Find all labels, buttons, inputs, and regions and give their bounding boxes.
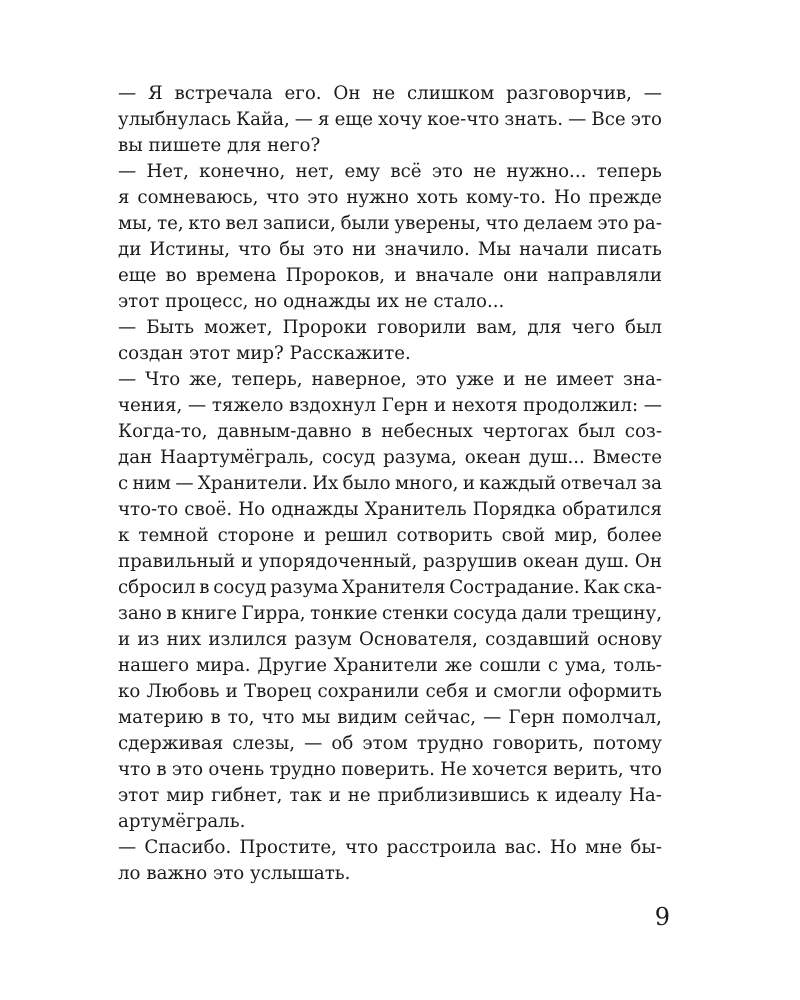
word: этом [362, 733, 408, 754]
word: верить, [553, 759, 624, 780]
text-line [118, 159, 662, 185]
text-line [118, 367, 662, 393]
word: Быть [146, 317, 195, 338]
text-line [118, 835, 662, 861]
word: вначале [415, 265, 494, 286]
word: за [641, 473, 662, 494]
word: с [547, 655, 559, 676]
word: Другие [257, 655, 327, 676]
word: из [137, 629, 160, 650]
word: еще [334, 109, 374, 130]
word: и [225, 681, 238, 702]
word: бы- [630, 837, 662, 858]
word: же, [189, 369, 223, 390]
word: Хранители [333, 655, 439, 676]
word: мир, [554, 525, 598, 546]
word: и [394, 265, 407, 286]
word: говорили [377, 317, 467, 338]
word: начали [519, 239, 589, 260]
word: во [165, 265, 187, 286]
word: в [361, 421, 372, 442]
word: хочу [378, 109, 423, 130]
word: дан [118, 447, 153, 468]
word: артумёграль. [118, 811, 246, 832]
word: разум [294, 629, 352, 650]
text-line [118, 809, 662, 835]
word: что [485, 213, 519, 234]
word: поверить. [341, 759, 435, 780]
word: сосуда [453, 603, 518, 624]
word: материю [118, 707, 204, 728]
word: же [444, 655, 473, 676]
word: сбросил [118, 577, 196, 598]
word: — [187, 395, 207, 416]
word: сошли [479, 655, 542, 676]
word: свой [501, 525, 546, 546]
text-line [118, 601, 662, 627]
word: что [261, 707, 295, 728]
word: Нет, [146, 161, 189, 182]
word: это [171, 759, 204, 780]
word: Основателя, [358, 629, 478, 650]
word: что [628, 759, 662, 780]
text-line [118, 211, 662, 237]
word: имеет [556, 369, 614, 390]
word: знать. [504, 109, 564, 130]
word: уже [455, 369, 495, 390]
word: этот [118, 291, 160, 312]
text-line [118, 549, 662, 575]
word: Герн [508, 707, 555, 728]
text-line [118, 679, 662, 705]
word: ума, [564, 655, 607, 676]
word: излился [208, 629, 288, 650]
word: Расскажите. [289, 343, 411, 364]
word: своё. [184, 499, 233, 520]
word: Я [148, 83, 163, 104]
word: направляли [547, 265, 662, 286]
word: Он [333, 83, 361, 104]
text-line [118, 341, 662, 367]
word: и [240, 551, 254, 572]
text-line [118, 81, 662, 107]
word: Мы [477, 239, 511, 260]
word: нехотя [451, 395, 518, 416]
word: теперь [596, 161, 662, 182]
word: отвечал [560, 473, 637, 494]
word: и [462, 473, 475, 494]
word: упорядоченный, [258, 551, 418, 572]
text-line [118, 705, 662, 731]
word: оформить [567, 681, 662, 702]
word: мне [585, 837, 623, 858]
word: Вместе [592, 447, 662, 468]
word: мир [166, 785, 205, 806]
word: кто [188, 213, 221, 234]
word: помолчал, [561, 707, 662, 728]
word: Но [553, 187, 581, 208]
word: — [118, 317, 137, 338]
word: говорить, [492, 733, 584, 754]
word: Их [312, 473, 339, 494]
word: правильный [118, 551, 236, 572]
word: каждый [479, 473, 557, 494]
text-line [118, 133, 662, 159]
word: записи, [262, 213, 336, 234]
word: Но [238, 499, 266, 520]
word: что [238, 239, 272, 260]
word: трещину, [571, 603, 662, 624]
word: Пророки [282, 317, 368, 338]
word: это [213, 863, 245, 884]
word: нет, [295, 161, 335, 182]
word: сосуд [321, 447, 376, 468]
word: Любовь [146, 681, 220, 702]
word: и [118, 629, 131, 650]
word: зано [118, 603, 162, 624]
word: может, [204, 317, 273, 338]
word: но [254, 291, 278, 312]
word: трудно [269, 759, 337, 780]
word: океан [464, 447, 521, 468]
word: в [156, 759, 167, 780]
word: услышать. [250, 863, 351, 884]
word: в [166, 603, 177, 624]
word: уверены, [394, 213, 481, 234]
word: не [372, 83, 396, 104]
word: к [536, 785, 548, 806]
word: Хранитель [364, 499, 467, 520]
word: них [166, 629, 202, 650]
word: то, [227, 707, 255, 728]
word: нужно [346, 187, 409, 208]
word: толь- [613, 655, 662, 676]
word: для [227, 135, 262, 156]
word: вас. [504, 837, 542, 858]
word: книге [181, 603, 237, 624]
word: — [294, 109, 313, 130]
word: очень [208, 759, 265, 780]
word: соз- [624, 421, 662, 442]
word: так [289, 785, 322, 806]
word: темной [138, 525, 209, 546]
word: Он [634, 551, 662, 572]
word: себя [425, 681, 469, 702]
word: слезы, [232, 733, 295, 754]
text-line [118, 861, 662, 887]
word: что [266, 187, 300, 208]
word: — [483, 707, 502, 728]
word: — [304, 733, 323, 754]
word: значило. [384, 239, 470, 260]
word: создавший [485, 629, 590, 650]
word: чего [571, 317, 615, 338]
word: — [118, 837, 137, 858]
word: зна- [622, 369, 662, 390]
word: с [118, 473, 129, 494]
word: Когда-то, [118, 421, 208, 442]
word: нужно... [506, 161, 587, 182]
word: разрушив [422, 551, 518, 572]
word: однажды [283, 291, 371, 312]
word: Спасибо. [144, 837, 232, 858]
word: Гирра, [241, 603, 306, 624]
text-line [118, 237, 662, 263]
word: кое-что [427, 109, 500, 130]
word: чения, [118, 395, 183, 416]
text-line [118, 263, 662, 289]
word: это [415, 369, 447, 390]
word: что [345, 837, 379, 858]
word: создан [118, 343, 184, 364]
word: вздохнул [289, 395, 377, 416]
word: к [118, 525, 130, 546]
word: был [578, 421, 616, 442]
word: душ. [584, 551, 630, 572]
word: еще [118, 265, 157, 286]
word: они [503, 265, 539, 286]
word: океан [522, 551, 579, 572]
word: и [328, 785, 341, 806]
word: ди [118, 239, 142, 260]
text-line [118, 757, 662, 783]
word: — [118, 161, 137, 182]
word: разума, [383, 447, 457, 468]
word: и [434, 395, 447, 416]
text-line [118, 627, 662, 653]
word: мир? [236, 343, 284, 364]
word: разговорчив, [506, 83, 632, 104]
word: мы [301, 707, 331, 728]
word: — [643, 395, 662, 416]
word: дали [521, 603, 568, 624]
word: в [199, 577, 210, 598]
word: Но [550, 837, 577, 858]
word: Не [440, 759, 467, 780]
word: всё [390, 161, 422, 182]
word: в [210, 707, 221, 728]
word: ра- [633, 213, 662, 234]
word: Порядка [472, 499, 557, 520]
word: это [630, 109, 662, 130]
word: и [474, 681, 488, 702]
word: пишете [148, 135, 222, 156]
text-line [118, 419, 662, 445]
word: бы [279, 239, 305, 260]
word: слишком [407, 83, 495, 104]
word: не [347, 785, 371, 806]
word: были [340, 213, 390, 234]
text-line [118, 471, 662, 497]
word: видим [337, 707, 398, 728]
word: кому-то. [465, 187, 547, 208]
word: ни [352, 239, 377, 260]
word: расстроила [386, 837, 497, 858]
word: разума [270, 577, 339, 598]
word: Простите, [239, 837, 337, 858]
word: Наартумёграль, [160, 447, 315, 468]
word: не [404, 291, 428, 312]
word: процесс, [165, 291, 249, 312]
word: Как [583, 577, 620, 598]
word: наверное, [311, 369, 407, 390]
word: небесных [381, 421, 473, 442]
word: это [597, 213, 629, 234]
word: конечно, [199, 161, 286, 182]
word: хочется [472, 759, 548, 780]
word: потому [592, 733, 662, 754]
word: тяжело [211, 395, 284, 416]
word: писать [596, 239, 662, 260]
word: приблизившись [377, 785, 530, 806]
text-line [118, 783, 662, 809]
word: душ... [528, 447, 585, 468]
word: На- [629, 785, 662, 806]
word: более [606, 525, 662, 546]
word: делаем [523, 213, 593, 234]
word: Что [145, 369, 181, 390]
word: ска- [623, 577, 662, 598]
word: этот [118, 785, 160, 806]
word: нашего [118, 655, 190, 676]
word: вам, [476, 317, 518, 338]
word: вел [225, 213, 259, 234]
word: стенки [381, 603, 449, 624]
word: Хранителя [342, 577, 446, 598]
word: смогли [493, 681, 562, 702]
word: — [568, 109, 587, 130]
word: сейчас, [404, 707, 477, 728]
word: — [643, 83, 662, 104]
word: решил [324, 525, 388, 546]
word: я [318, 109, 330, 130]
word: улыбнулась [118, 109, 231, 130]
word: ему [344, 161, 381, 182]
word: ним [132, 473, 171, 494]
word: давным-давно [217, 421, 352, 442]
body-text [118, 81, 662, 887]
word: Сострадание. [449, 577, 580, 598]
text-line [118, 653, 662, 679]
word: Пророков, [285, 265, 386, 286]
text-line [118, 315, 662, 341]
word: прежде [588, 187, 662, 208]
word: для [527, 317, 562, 338]
word: и [503, 369, 516, 390]
text-line [118, 731, 662, 757]
word: сохранили [317, 681, 420, 702]
word: Творец [243, 681, 312, 702]
word: мы, [118, 213, 153, 234]
text-line [118, 107, 662, 133]
word: те, [157, 213, 184, 234]
word: сотворить [396, 525, 493, 546]
word: — [118, 83, 137, 104]
word: однажды [271, 499, 359, 520]
word: мира. [196, 655, 251, 676]
word: — [175, 473, 194, 494]
word: не [524, 369, 548, 390]
word: стороне [217, 525, 295, 546]
text-line [118, 497, 662, 523]
word: я [118, 187, 130, 208]
word: чертогах [482, 421, 569, 442]
word: это [312, 239, 344, 260]
text-line [118, 523, 662, 549]
text-line [118, 185, 662, 211]
text-line [118, 445, 662, 471]
word: основу [596, 629, 662, 650]
word: был [625, 317, 662, 338]
page-number: 9 [654, 903, 670, 931]
word: трудно [416, 733, 484, 754]
word: хоть [416, 187, 459, 208]
word: не [473, 161, 497, 182]
word: идеалу [554, 785, 623, 806]
word: Кайа, [236, 109, 290, 130]
word: что [118, 759, 152, 780]
word: его. [284, 83, 322, 104]
word: Все [591, 109, 626, 130]
word: Хранители. [197, 473, 308, 494]
word: ко [118, 681, 141, 702]
text-line [118, 575, 662, 601]
text-line [118, 393, 662, 419]
word: важно [146, 863, 208, 884]
word: продолжил: [523, 395, 639, 416]
word: сомневаюсь, [137, 187, 259, 208]
word: этот [189, 343, 231, 364]
word: обратился [562, 499, 662, 520]
word: Герн [381, 395, 429, 416]
word: и [303, 525, 316, 546]
word: это [431, 161, 464, 182]
word: времена [195, 265, 277, 286]
word: теперь, [231, 369, 303, 390]
word: него? [267, 135, 321, 156]
word: встречала [174, 83, 273, 104]
word: было [342, 473, 391, 494]
word: много, [394, 473, 459, 494]
word: стало... [433, 291, 505, 312]
word: тонкие [310, 603, 378, 624]
word: сдерживая [118, 733, 224, 754]
word: гибнет, [211, 785, 283, 806]
word: это [307, 187, 339, 208]
word: об [331, 733, 354, 754]
word: их [376, 291, 399, 312]
word: что-то [118, 499, 179, 520]
text-line [118, 289, 662, 315]
word: ло [118, 863, 141, 884]
word: вы [118, 135, 143, 156]
word: Истины, [149, 239, 231, 260]
word: сосуд [213, 577, 267, 598]
word: — [118, 369, 137, 390]
